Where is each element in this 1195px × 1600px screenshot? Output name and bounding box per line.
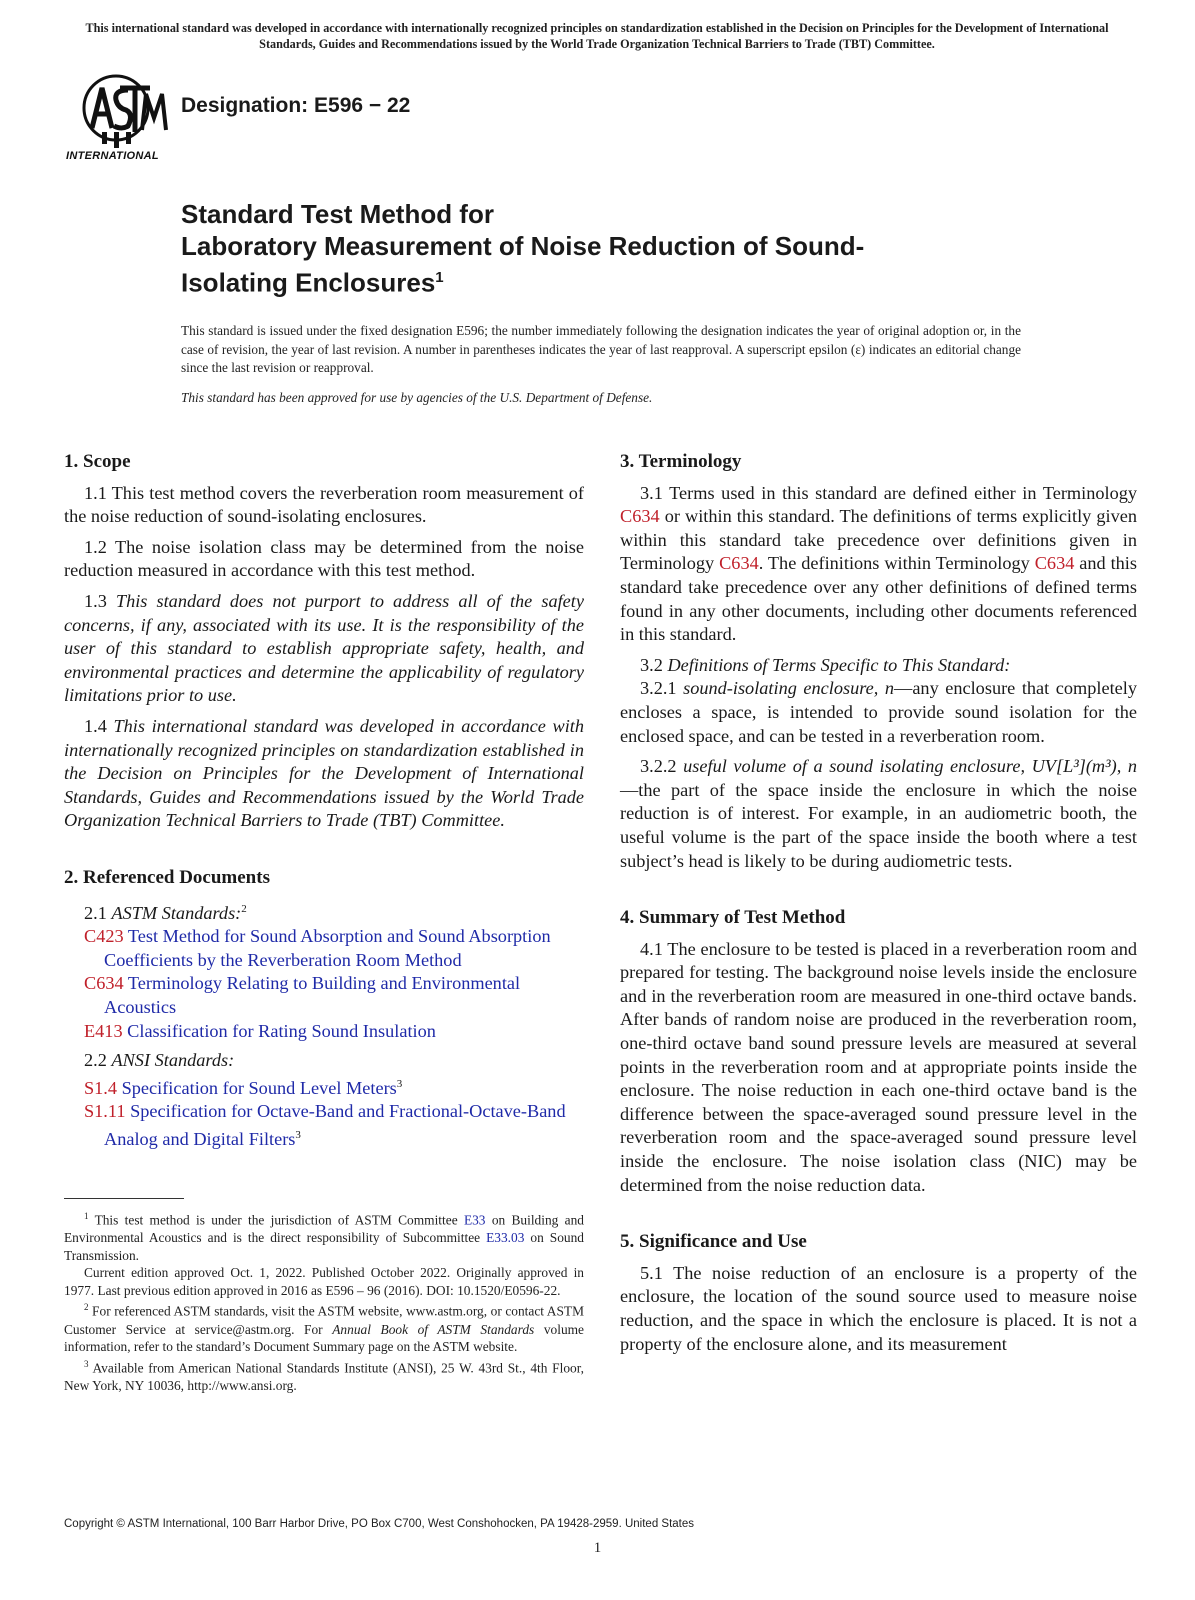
title-line-3	[181, 262, 981, 299]
ref-c423-code[interactable]: C423	[84, 926, 124, 947]
ref-e413[interactable]	[64, 1020, 584, 1044]
scope-1-1: 1.1 This test method covers the reverberation room measurement of the noise reduction of sound-isolating enclosures.	[64, 482, 584, 527]
def-3-2-2-num: 3.2.2	[640, 756, 677, 777]
terminology-3-1-a: 3.1 Terms used in this standard are defined either in Terminology	[640, 482, 1137, 503]
footnote-link-e33-03[interactable]: E33.03	[486, 1230, 525, 1246]
astm-sup: 2	[241, 902, 247, 915]
astm-logo	[62, 70, 170, 166]
footnote-1-mark: 1	[84, 1211, 89, 1221]
footnote-3-mark: 3	[84, 1358, 89, 1369]
terminology-3-1-d: and this standard take precedence over any other definitions of defined terms found in any other documents, including other documents referenced in this standard.	[620, 553, 1138, 645]
ref-e413-code[interactable]: E413	[84, 1020, 123, 1041]
footnote-link-e33[interactable]: E33	[463, 1212, 486, 1228]
scope-1-2: 1.2 The noise isolation class may be determined from the noise reduction measured in accordance with this test method.	[64, 536, 584, 581]
ref-c634-code[interactable]: C634	[84, 973, 124, 994]
footnote-2-italic: Annual Book of ASTM Standards	[332, 1321, 535, 1337]
def-3-2-1-term: sound-isolating enclosure, n	[683, 678, 895, 699]
ref-s1-4-sup: 3	[396, 1077, 403, 1090]
issue-note: This standard is issued under the fixed designation E596; the number immediately following the designation indicates the year of original adoption or, in the case of revision, the year of last revision. A number in parentheses indicates the year of last reapproval. A superscript epsilon (ε) indicates an editorial change since the last revision or reapproval.	[181, 323, 1021, 375]
document-title	[181, 198, 981, 299]
section-3-heading: 3. Terminology	[620, 451, 742, 472]
ref-e413-title[interactable]: Classification for Rating Sound Insulation	[127, 1020, 436, 1041]
ref-s1-11-sup: 3	[295, 1129, 301, 1142]
top-notice: This international standard was developed in accordance with internationally recognized principles on standardization established in the Decision on Principles for the Development of International Standards, Guides and Recommendations issued by the World Trade Organization Technical Barriers to Trade (TBT) Committee.	[85, 21, 1109, 51]
def-3-2-2-term: useful volume of a sound isolating enclosure, UV[L³](m³), n	[683, 756, 1137, 777]
terminology-3-1-b: or within this standard. The definitions of terms explicitly given within this standard take precedence over definitions given in Terminology	[620, 506, 1137, 574]
section-1-heading: 1. Scope	[64, 451, 131, 472]
footnote-1-text-b: on Building and Environmental Acoustics and is the direct responsibility of Subcommittee	[64, 1212, 584, 1246]
copyright-line: Copyright © ASTM International, 100 Barr Harbor Drive, PO Box C700, West Conshohocken, PA 19428-2959. United States	[64, 1518, 695, 1530]
astm-standards-label	[64, 898, 584, 926]
section-2-heading: 2. Referenced Documents	[64, 866, 270, 888]
def-3-2-1-text: —any enclosure that completely encloses a space, is intended to provide sound isolation for the enclosed space, and can be tested in a reverberation room.	[620, 678, 1137, 746]
footnote-1-text-a: This test method is under the jurisdiction of ASTM Committee	[94, 1212, 458, 1228]
footnote-2	[64, 1299, 584, 1355]
definition-3-2-1	[620, 677, 1137, 748]
section-4-heading: 4. Summary of Test Method	[620, 907, 846, 929]
significance-5-1: 5.1 The noise reduction of an enclosure is a property of the enclosure, the location of the sound source used to measure noise reduction, and the space in which the enclosure is placed. It is not a property of the enclosure alone, and its measurement	[620, 1262, 1137, 1354]
footnote-1	[64, 1208, 584, 1264]
title-footnote-mark: 1	[435, 269, 444, 286]
footnote-2-mark: 2	[84, 1302, 89, 1313]
ref-c423-title[interactable]: Test Method for Sound Absorption and Sound Absorption Coefficients by the Reverberation Room Method	[104, 926, 551, 970]
terminology-3-2-num: 3.2	[640, 654, 663, 675]
ref-s1-4-code[interactable]: S1.4	[84, 1077, 118, 1098]
footnote-1-edition: Current edition approved Oct. 1, 2022. Published October 2022. Originally approved in 1977. Last previous edition approved in 2016 as E596 – 96 (2016). DOI: 10.1520/E0596-22.	[64, 1265, 584, 1298]
link-c634-2[interactable]: C634	[719, 553, 759, 574]
title-line-2: Laboratory Measurement of Noise Reduction of Sound-	[181, 231, 865, 261]
footnote-2-text-b: volume information, refer to the standard’s Document Summary page on the ASTM website.	[64, 1321, 584, 1355]
title-line-3-text: Isolating Enclosures	[181, 267, 436, 298]
ansi-standards-label	[64, 1049, 584, 1073]
page-number: 1	[593, 1540, 602, 1556]
title-line-1: Standard Test Method for	[181, 199, 494, 229]
astm-num: 2.1	[84, 902, 107, 923]
ref-c634[interactable]	[64, 972, 584, 1019]
scope-1-3	[64, 590, 584, 708]
link-c634-1[interactable]: C634	[620, 506, 660, 527]
summary-4-1: 4.1 The enclosure to be tested is placed in a reverberation room and prepared for testing. The background noise levels inside the enclosure and in the reverberation room are measured in one-third octave bands. After bands of random noise are produced in the reverberation room, one-third octave band sound pressure levels are measured at several points in the reverberation room and at appropriate points inside the enclosure. The noise reduction in each one-third octave band is the difference between the space-averaged sound pressure level in the reverberation room and the space-averaged sound pressure level inside the enclosure. The noise isolation class (NIC) may be determined from the noise reduction data.	[620, 938, 1137, 1195]
footnote-rule	[64, 1198, 184, 1199]
definition-3-2-2	[620, 755, 1137, 873]
footnote-1-text-c: on Sound Transmission.	[64, 1230, 584, 1263]
logo-international-text: INTERNATIONAL	[66, 150, 159, 162]
ref-s1-11-code[interactable]: S1.11	[84, 1101, 126, 1122]
designation: Designation: E596 − 22	[181, 94, 411, 117]
link-c634-3[interactable]: C634	[1034, 553, 1075, 574]
terminology-3-1	[620, 482, 1137, 647]
scope-1-3-text: This standard does not purport to address all of the safety concerns, if any, associated with its use. It is the responsibility of the user of this standard to establish appropriate safety, health, and environmental practices and determine the applicability of regulatory limitations prior to use.	[64, 590, 584, 706]
scope-1-3-num: 1.3	[84, 590, 107, 611]
ansi-num: 2.2	[84, 1050, 107, 1071]
ref-c423[interactable]	[64, 925, 584, 972]
ref-c634-title[interactable]: Terminology Relating to Building and Environmental Acoustics	[104, 973, 521, 1017]
left-column	[64, 450, 584, 1152]
scope-1-4-text: This international standard was developed in accordance with internationally recognized principles on standardization established in the Decision on Principles for the Development of International Standards, Guides and Recommendations issued by the World Trade Organization Technical Barriers to Trade (TBT) Committee.	[64, 715, 584, 831]
section-5-heading: 5. Significance and Use	[620, 1231, 807, 1253]
ref-s1-4[interactable]	[64, 1073, 584, 1101]
dod-note: This standard has been approved for use by agencies of the U.S. Department of Defense.	[181, 390, 653, 405]
footnotes	[64, 1208, 584, 1394]
scope-1-4	[64, 715, 584, 833]
astm-label: ASTM Standards:	[111, 902, 242, 923]
terminology-3-2-label: Definitions of Terms Specific to This Standard:	[667, 654, 1011, 675]
terminology-3-2	[620, 654, 1137, 678]
ref-s1-11-title[interactable]: Specification for Octave-Band and Fractional-Octave-Band Analog and Digital Filters	[104, 1101, 566, 1150]
ref-s1-11[interactable]	[64, 1100, 584, 1151]
ref-s1-4-title[interactable]: Specification for Sound Level Meters	[121, 1077, 397, 1098]
def-3-2-2-text: —the part of the space inside the enclosure in which the noise reduction is of interest. For example, in an audiometric booth, the useful volume is the part of the space inside the booth where a test subject’s head is likely to be during audiometric tests.	[620, 779, 1137, 871]
scope-1-4-num: 1.4	[84, 715, 107, 736]
footnote-2-text-a: For referenced ASTM standards, visit the ASTM website, www.astm.org, or contact ASTM Customer Service at service@astm.org. For	[64, 1303, 584, 1337]
right-column	[620, 450, 1137, 1363]
footnote-3	[64, 1356, 584, 1395]
terminology-3-1-c: . The definitions within Terminology	[758, 553, 1030, 574]
ansi-label: ANSI Standards:	[111, 1050, 235, 1071]
footnote-3-text: Available from American National Standards Institute (ANSI), 25 W. 43rd St., 4th Floor, New York, NY 10036, http://www.ansi.org.	[64, 1360, 584, 1393]
def-3-2-1-num: 3.2.1	[640, 678, 677, 699]
